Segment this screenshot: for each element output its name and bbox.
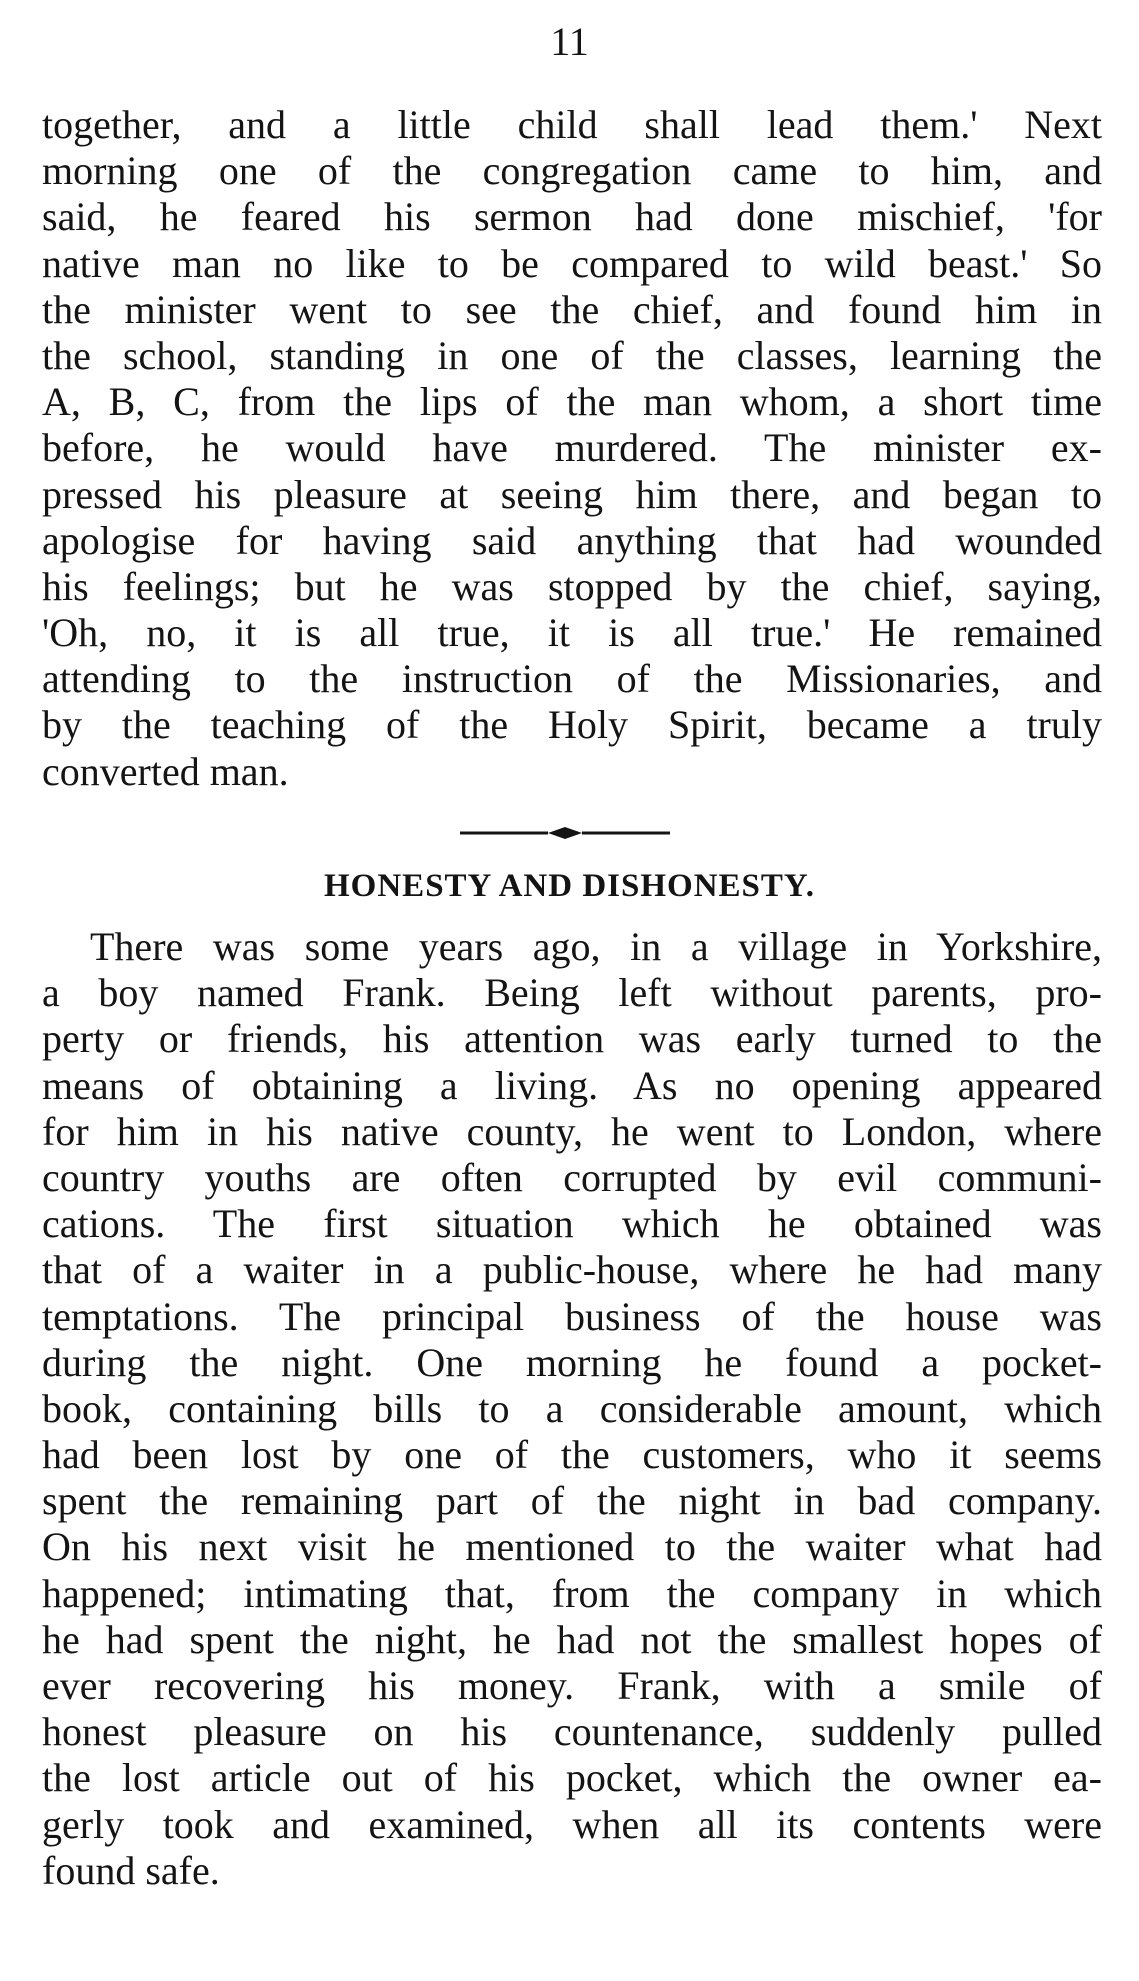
text-line: pressed his pleasure at seeing him there, and began to: [42, 471, 1102, 517]
text-line: the lost article out of his pocket, which the owner ea-: [42, 1755, 1102, 1801]
text-line: the minister went to see the chief, and found him in: [42, 286, 1102, 332]
text-line: honest pleasure on his countenance, suddenly pulled: [42, 1709, 1102, 1755]
text-line: by the teaching of the Holy Spirit, became a truly: [42, 702, 1102, 748]
text-line: that of a waiter in a public-house, where he had many: [42, 1247, 1102, 1293]
text-line: the school, standing in one of the classes, learning the: [42, 332, 1102, 378]
text-line: 'Oh, no, it is all true, it is all true.' He remained: [42, 610, 1102, 656]
text-line: perty or friends, his attention was early turned to the: [42, 1016, 1102, 1062]
text-line: morning one of the congregation came to him, and: [42, 148, 1102, 194]
section-divider-ornament: [460, 826, 670, 840]
text-line: country youths are often corrupted by evil communi-: [42, 1154, 1102, 1200]
text-line: cations. The first situation which he obtained was: [42, 1201, 1102, 1247]
text-line: On his next visit he mentioned to the waiter what had: [42, 1524, 1102, 1570]
text-line: means of obtaining a living. As no opening appeared: [42, 1062, 1102, 1108]
text-line: A, B, C, from the lips of the man whom, a short time: [42, 379, 1102, 425]
text-line: during the night. One morning he found a pocket-: [42, 1339, 1102, 1385]
text-line: his feelings; but he was stopped by the chief, saying,: [42, 563, 1102, 609]
text-line: together, and a little child shall lead them.' Next: [42, 102, 1102, 147]
text-line: There was some years ago, in a village in Yorkshire,: [90, 924, 1102, 969]
text-line: before, he would have murdered. The minister ex-: [42, 425, 1102, 471]
text-line: native man no like to be compared to wild beast.' So: [42, 240, 1102, 286]
text-line: book, containing bills to a considerable amount, which: [42, 1385, 1102, 1431]
text-line: happened; intimating that, from the company in which: [42, 1570, 1102, 1616]
text-line: temptations. The principal business of the house was: [42, 1293, 1102, 1339]
text-line: ever recovering his money. Frank, with a smile of: [42, 1663, 1102, 1708]
text-line: a boy named Frank. Being left without parents, pro-: [42, 970, 1102, 1016]
text-line: had been lost by one of the customers, who it seems: [42, 1432, 1102, 1478]
text-line: apologise for having said anything that had wounded: [42, 517, 1102, 563]
text-line: for him in his native county, he went to London, where: [42, 1108, 1102, 1154]
page-number: 11: [550, 19, 589, 64]
text-line: he had spent the night, he had not the smallest hopes of: [42, 1616, 1102, 1662]
text-line: converted man.: [42, 748, 289, 794]
section-heading: HONESTY AND DISHONESTY.: [324, 868, 815, 904]
text-line: attending to the instruction of the Missionaries, and: [42, 656, 1102, 702]
text-line: said, he feared his sermon had done mischief, 'for: [42, 194, 1102, 240]
text-line: spent the remaining part of the night in bad company.: [42, 1478, 1102, 1524]
paragraph-honesty-story: [42, 924, 1102, 1894]
paragraph-missionary-story: [42, 102, 1102, 795]
text-line: gerly took and examined, when all its contents were: [42, 1801, 1102, 1847]
text-line: found safe.: [42, 1847, 220, 1893]
